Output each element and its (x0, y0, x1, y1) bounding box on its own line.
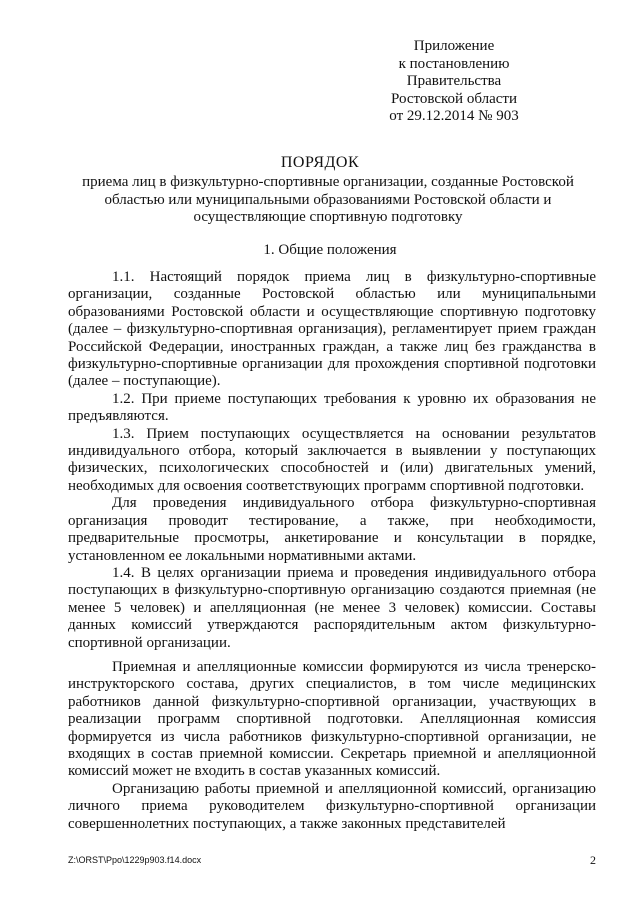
paragraph-1-1: 1.1. Настоящий порядок приема лиц в физкультурно-спортивные организации, созданные Ростовской областью или муниципальными образованиями Ростовской области и осуществляющие спортивную подготовку (далее – физкультурно-спортивная организация), регламентирует прием граждан Российской Федерации, иностранных граждан, а также лиц без гражданства в физкультурно-спортивные организации для прохождения спортивной подготовки (далее – поступающие). (68, 269, 596, 390)
document-body (68, 269, 596, 833)
appendix-line: Правительства (406, 73, 502, 89)
paragraph-1-4: 1.4. В целях организации приема и проведения индивидуального отбора поступающих в физкультурно-спортивную организацию создаются приемная (не менее 5 человек) и апелляционная (не менее 3 человек) комиссии. Составы данных комиссий утверждаются распорядительным актом физкультурно-спортивной организации. (68, 564, 596, 651)
appendix-header (344, 38, 564, 126)
paragraph-selection-methods: Для проведения индивидуального отбора физкультурно-спортивная организация проводит тестирование, а также, при необходимости, предварительные просмотры, анкетирование и консультации в порядке, установленном ее локальными нормативными актами. (68, 495, 596, 564)
paragraph-1-2: 1.2. При приеме поступающих требования к уровню их образования не предъявляются. (68, 390, 596, 425)
paragraph-organization: Организацию работы приемной и апелляционной комиссий, организацию личного приема руководителем физкультурно-спортивной организации совершеннолетних поступающих, а также законных представителей (68, 780, 596, 832)
section-heading: 1. Общие положения (263, 242, 397, 258)
appendix-line: к постановлению (398, 55, 510, 72)
page-number: 2 (590, 853, 596, 867)
appendix-line: Приложение (413, 38, 495, 54)
appendix-line: Ростовской области (391, 90, 517, 107)
paragraph-1-3: 1.3. Прием поступающих осуществляется на основании результатов индивидуального отбора, который заключается в выявлении у поступающих физических, психологических способностей и (или) двигательных умений, необходимых для освоения соответствующих программ спортивной подготовки. (68, 425, 596, 494)
paragraph-commissions: Приемная и апелляционные комиссии формируются из числа тренерско-инструкторского состава, других специалистов, в том числе медицинских работников данной физкультурно-спортивной организации, участвующих в реализации программ спортивной подготовки. Апелляционная комиссия формируется из числа работников физкультурно-спортивной организации, не входящих в состав приемной комиссии. Секретарь приемной и апелляционной комиссий может не входить в состав указанных комиссий. (68, 658, 596, 780)
footer-file-path: Z:\ORST\Ppo\1229p903.f14.docx (68, 855, 202, 865)
document-subtitle: приема лиц в физкультурно-спортивные организации, созданные Ростовской областью или муниципальными образованиями Ростовской области и осуществляющие спортивную подготовку (82, 174, 574, 225)
document-title: ПОРЯДОК (280, 154, 360, 171)
appendix-line: от 29.12.2014 № 903 (389, 108, 519, 124)
